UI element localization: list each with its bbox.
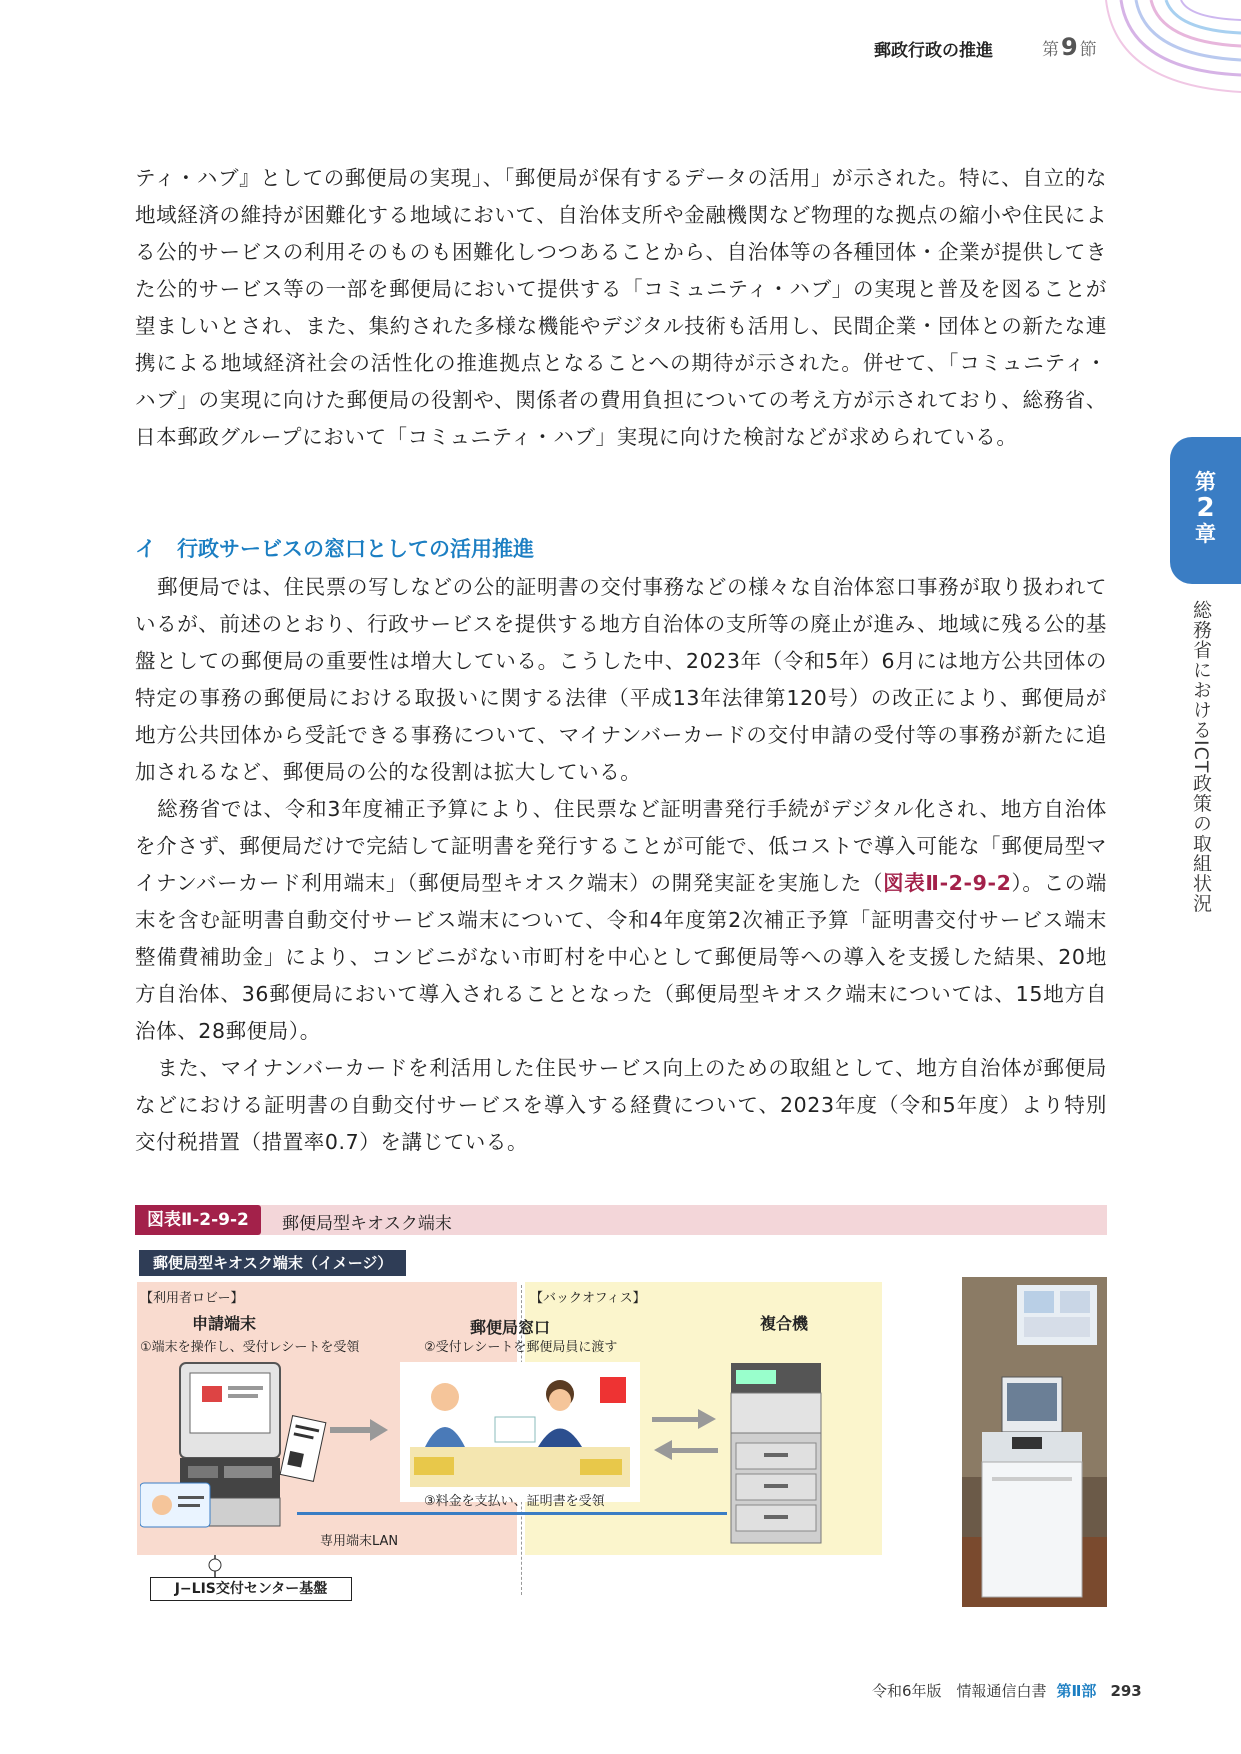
arrow-right-icon	[330, 1415, 390, 1445]
chapter-prefix: 第	[1042, 40, 1059, 60]
multifunction-printer-icon	[726, 1358, 826, 1548]
body-paragraph-1: ティ・ハブ』としての郵便局の実現」、「郵便局が保有するデータの活用」が示された。特に、自立的な地域経済の維持が困難化する地域において、自治体支所や金融機関など物理的な拠点の縮小や住民による公的サービスの利用そのものも困難化しつつあることから、自治体等の各種団体・企業が提供してきた公的サービス等の一部を郵便局において提供する「コミュニティ・ハブ」の実現と普及を図ることが望ましいとされ、また、集約された多様な機能やデジタル技術も活用し、民間企業・団体との新たな連携による地域経済社会の活性化の推進拠点となることへの期待が示された。併せて、「コミュニティ・ハブ」の実現に向けた郵便局の役割や、関係者の費用負担についての考え方が示されており、総務省、日本郵政グループにおいて「コミュニティ・ハブ」実現に向けた検討などが求められている。	[135, 166, 1107, 449]
header-chapter-indicator	[1042, 33, 1097, 61]
body-paragraph-2	[135, 569, 1107, 791]
terminal-label: 申請端末	[192, 1314, 257, 1333]
body-paragraph-4	[135, 1050, 1107, 1161]
page-number: 293	[1110, 1682, 1142, 1700]
paragraph-3-text-b: ）。この端末を含む証明書自動交付サービス端末について、令和4年度第2次補正予算「証明書交付サービス端末整備費補助金」により、コンビニがない市町村を中心として郵便局等への導入を支援した結果、20地方自治体、36郵便局において導入されることとなった（郵便局型キオスク端末については、15地方自治体、28郵便局）。	[135, 871, 1107, 1043]
counter-label: 郵便局窓口	[470, 1318, 551, 1337]
jlis-center-box: J−LIS交付センター基盤	[150, 1577, 352, 1601]
body-paragraph-3	[135, 791, 1107, 1050]
step-1-text: ①端末を操作し、受付レシートを受領	[140, 1340, 360, 1355]
post-office-counter-illustration	[400, 1362, 640, 1502]
header-decoration	[1101, 0, 1241, 119]
footer-part: 第Ⅱ部	[1056, 1682, 1097, 1700]
paragraph-3-text-a: 総務省では、令和3年度補正予算により、住民票など証明書発行手続がデジタル化され、地方自治体を介さず、郵便局だけで完結して証明書を発行することが可能で、低コストで導入可能な「郵便局型マイナンバーカード利用端末」（郵便局型キオスク端末）の開発実証を実施した（	[135, 797, 1107, 895]
chapter-number: 9	[1061, 33, 1078, 61]
exchange-arrows-icon	[652, 1405, 718, 1465]
header-section-title: 郵政行政の推進	[874, 41, 993, 61]
kiosk-photo	[962, 1277, 1107, 1607]
side-tab-line-1: 第	[1195, 470, 1216, 494]
side-tab-line-3: 章	[1195, 522, 1216, 546]
figure-title: 郵便局型キオスク端末	[282, 1214, 452, 1234]
side-tab-line-2: 2	[1196, 493, 1215, 523]
kiosk-terminal-icon	[140, 1358, 330, 1528]
figure-caption-bar	[135, 1205, 1107, 1235]
lobby-label: 【利用者ロビー】	[140, 1291, 244, 1306]
paragraph-4-text: また、マイナンバーカードを利活用した住民サービス向上のための取組として、地方自治体が郵便局などにおける証明書の自動交付サービスを導入する経費について、2023年度（令和5年度）より特別交付税措置（措置率0.7）を講じている。	[135, 1056, 1107, 1154]
figure-reference-link[interactable]: 図表Ⅱ-2-9-2	[883, 871, 1012, 895]
chapter-suffix: 節	[1079, 40, 1097, 60]
step-2-text: ②受付レシートを郵便局員に渡す	[424, 1340, 618, 1355]
mfp-label: 複合機	[760, 1314, 809, 1333]
footer-publication: 令和6年版 情報通信白書	[872, 1682, 1047, 1700]
side-vertical-title: 総務省におけるICT政策の取組状況	[1190, 600, 1212, 914]
lan-label: 専用端末LAN	[320, 1534, 399, 1549]
lan-line	[297, 1512, 727, 1515]
illustration-title: 郵便局型キオスク端末（イメージ）	[139, 1250, 406, 1276]
figure-label: 図表Ⅱ-2-9-2	[135, 1205, 261, 1235]
paragraph-2-text: 郵便局では、住民票の写しなどの公的証明書の交付事務などの様々な自治体窓口事務が取り扱われているが、前述のとおり、行政サービスを提供する地方自治体の支所等の廃止が進み、地域に残る公的基盤としての郵便局の重要性は増大している。こうした中、2023年（令和5年）6月には地方公共団体の特定の事務の郵便局における取扱いに関する法律（平成13年法律第120号）の改正により、郵便局が地方公共団体から受託できる事務について、マイナンバーカードの交付申請の受付等の事務が新たに追加されるなど、郵便局の公的な役割は拡大している。	[135, 575, 1107, 784]
connector-icon	[205, 1555, 225, 1579]
step-3-text: ③料金を支払い、証明書を受領	[424, 1494, 605, 1509]
back-office-label: 【バックオフィス】	[530, 1291, 646, 1306]
subheading: イ 行政サービスの窓口としての活用推進	[135, 537, 534, 561]
page-footer	[872, 1680, 1142, 1701]
chapter-side-tab	[1170, 437, 1241, 584]
